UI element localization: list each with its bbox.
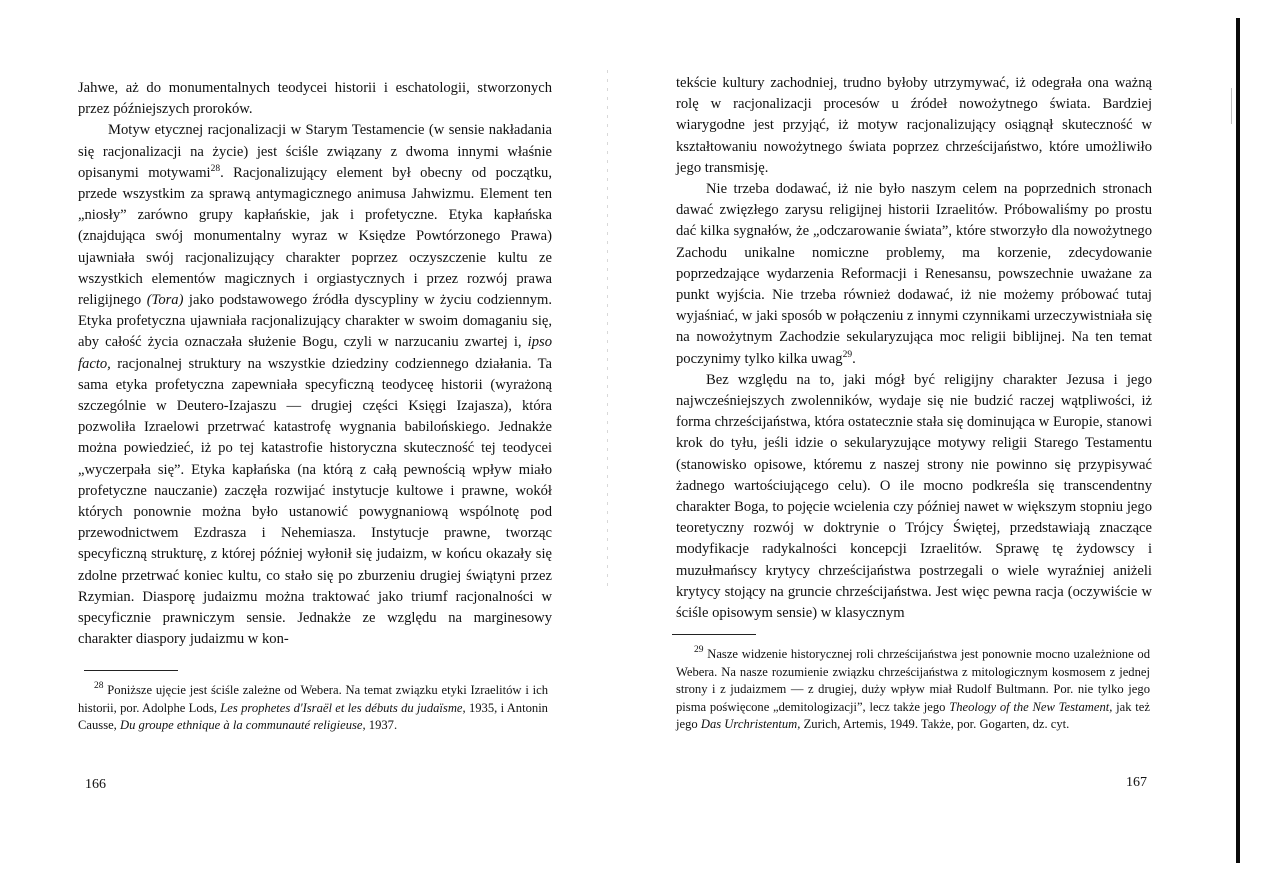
left-page-number: 166 [85, 777, 106, 792]
scan-edge-mark [1231, 88, 1232, 124]
paragraph [676, 179, 1152, 370]
italic-text: Theology of the New Testament, [949, 699, 1113, 714]
italic-text: Du groupe ethnique à la communauté religieuse, [119, 718, 366, 733]
italic-text: Das Urchristentum, [700, 717, 801, 732]
text-run: Jahwe, aż do monumentalnych teodycei historii i eschatologii, stworzonych przez późniejszych proroków. [78, 80, 552, 118]
text-run: racjonalnej struktury na wszystkie dziedziny codziennego działania. Ta sama etyka profetyczna zapewniała specyficzną teodyceę historii (wyrażoną szczególnie w Deutero-Izajaszu — drugiej części Księgi Izajasza), która pozwoliła Izraelowi przetrwać katastrofę wygnania babilońskiego. Jednakże można powiedzieć, iż po tej katastrofie historyczna skuteczność tej teodycei „wyczerpała się”. Etyka kapłańska (na którą z całą pewnością wpływ miało profetyczne nauczanie) zaczęła rozwijać instytucje kultowe i prawne, wokół których ponownie można było ustanowić powygnaniową wspólnotę pod przewodnictwem Ezdrasza i Nehemiasza. Instytucje prawne, tworząc specyficzną strukturę, z której później wyłonił się judaizm, w końcu okazały się zdolne przetrwać koniec kultu, co stało się po zburzeniu drugiej świątyni przez Rzymian. Diasporę judaizmu można traktować jako triumf racjonalności w specyficznie prawniczym sensie. Jednakże ze względu na marginesowy charakter diaspory judaizmu w kon- [78, 355, 552, 648]
book-gutter [607, 70, 608, 590]
footnote-ref: 29 [842, 349, 853, 360]
right-page-body [676, 73, 1152, 624]
text-run: . Racjonalizujący element był obecny od początku, przede wszystkim za sprawą antymagicznego animusa Jahwizmu. Element ten „niosły” zarówno grupy kapłańskie, jak i profetyczne. Etyka kapłańska (znajdująca swój monumentalny wyraz w Księdze Powtórzonego Prawa) ujawniała swój racjonalizujący charakter poprzez oczyszczenie kultu ze wszystkich elementów magicznych i orgiastycznych i przez rozwój prawa religijnego [78, 164, 552, 309]
italic-text: ipso facto, [78, 334, 552, 372]
text-run: Zurich, Artemis, 1949. Także, por. Gogarten, dz. cyt. [800, 717, 1070, 732]
right-footnote-rule [672, 634, 756, 635]
italic-text: Les prophetes d'Israël et les débuts du judaïsme, [220, 700, 466, 715]
left-footnote-rule [84, 670, 178, 671]
scan-edge-bar [1236, 18, 1240, 863]
italic-text: (Tora) [146, 292, 184, 309]
paragraph [78, 120, 552, 650]
paragraph [78, 78, 552, 120]
text-run: . [852, 350, 856, 367]
footnote-ref: 29 [694, 645, 704, 655]
text-run: 1937. [365, 718, 398, 733]
left-page-body [78, 78, 552, 650]
text-run: Poniższe ujęcie jest ściśle zależne od Webera. Na temat związku etyki Izraelitów i ich historii, por. Adolphe Lods, [78, 683, 548, 715]
footnote-ref: 28 [210, 163, 221, 174]
right-footnote [676, 646, 1150, 734]
text-run: tekście kultury zachodniej, trudno byłoby utrzymywać, iż odegrała ona ważną rolę w racjonalizacji procesów u źródeł nowożytnego świata. Bardziej wiarygodne jest przyjąć, iż motyw racjonalizujący osiągnął skuteczność w kształtowaniu nowożytnego świata poprzez chrześcijaństwo, które umożliwiło jego transmisję. [676, 75, 1152, 176]
text-run: Bez względu na to, jaki mógł być religijny charakter Jezusa i jego najwcześniejszych zwolenników, wydaje się nie budzić raczej wątpliwości, iż forma chrześcijaństwa, która ostatecznie stała się dominująca w Europie, stanowi krok do tyłu, jeśli idzie o sekularyzujące motywy religii Starego Testamentu (stanowisko opisowe, któremu z naszej strony nie powinno się przypisywać żadnego wartościującego celu). O ile mocno podkreśla się transcendentny charakter Boga, to pojęcie wcielenia czy później nawet w większym stopniu jego teoretyczny rozwój w doktrynie o Trójcy Świętej, przedstawiają znaczące modyfikacje radykalności koncepcji Izraelitów. Sprawę tę żydowscy i muzułmańscy krytycy chrześcijaństwa postrzegali o wiele wyraźniej aniżeli krytycy stojący na gruncie chrześcijaństwa. Jest więc pewna racja (oczywiście w ściśle opisowym sensie) w klasycznym [676, 371, 1152, 622]
paragraph [676, 370, 1152, 624]
left-footnote [78, 682, 548, 735]
text-run: Nie trzeba dodawać, iż nie było naszym celem na poprzednich stronach dawać zwięzłego zarysu religijnej historii Izraelitów. Próbowaliśmy po prostu dać kilka sygnałów, że „odczarowanie świata”, które stworzyło dla nowożytnego Zachodu unikalne nomiczne problemy, ma korzenie, zdecydowanie poprzedzające wydarzenia Reformacji i Renesansu, powszechnie uważane za punkt wyjścia. Nie trzeba również dodawać, iż nie możemy próbować tutaj wyjaśniać, w jaki sposób w połączeniu z innymi czynnikami urzeczywistniała się na nowożytnym Zachodzie sekularyzująca moc religii biblijnej. Na ten temat poczynimy tylko kilka uwag [676, 181, 1152, 367]
paragraph [676, 73, 1152, 179]
text-run: jako podstawowego źródła dyscypliny w życiu codziennym. Etyka profetyczna ujawniała racjonalizujący charakter w swoim domaganiu się, aby całość życia oznaczała służenie Bogu, czyli w narzucaniu zwartej i, [78, 292, 552, 351]
text-run: jak też jego [676, 699, 1150, 732]
footnote-ref: 28 [94, 681, 104, 691]
text-run: 1935, i Antonin Causse, [78, 700, 548, 733]
right-page-number: 167 [1126, 775, 1147, 790]
text-run: Motyw etycznej racjonalizacji w Starym Testamencie (w sensie nakładania się racjonalizacji na życie) jest ściśle związany z dwoma innymi właśnie opisanymi motywami [78, 122, 552, 181]
text-run: Nasze widzenie historycznej roli chrześcijaństwa jest ponownie mocno uzależnione od Webera. Na nasze rozumienie związku chrześcijaństwa z mitologicznym kosmosem z jednej strony i z judaizmem — z drugiej, duży wpływ miał Rudolf Bultmann. Por. nie tylko jego pisma poświęcone „demitologizacji”, lecz także jego [676, 647, 1150, 714]
